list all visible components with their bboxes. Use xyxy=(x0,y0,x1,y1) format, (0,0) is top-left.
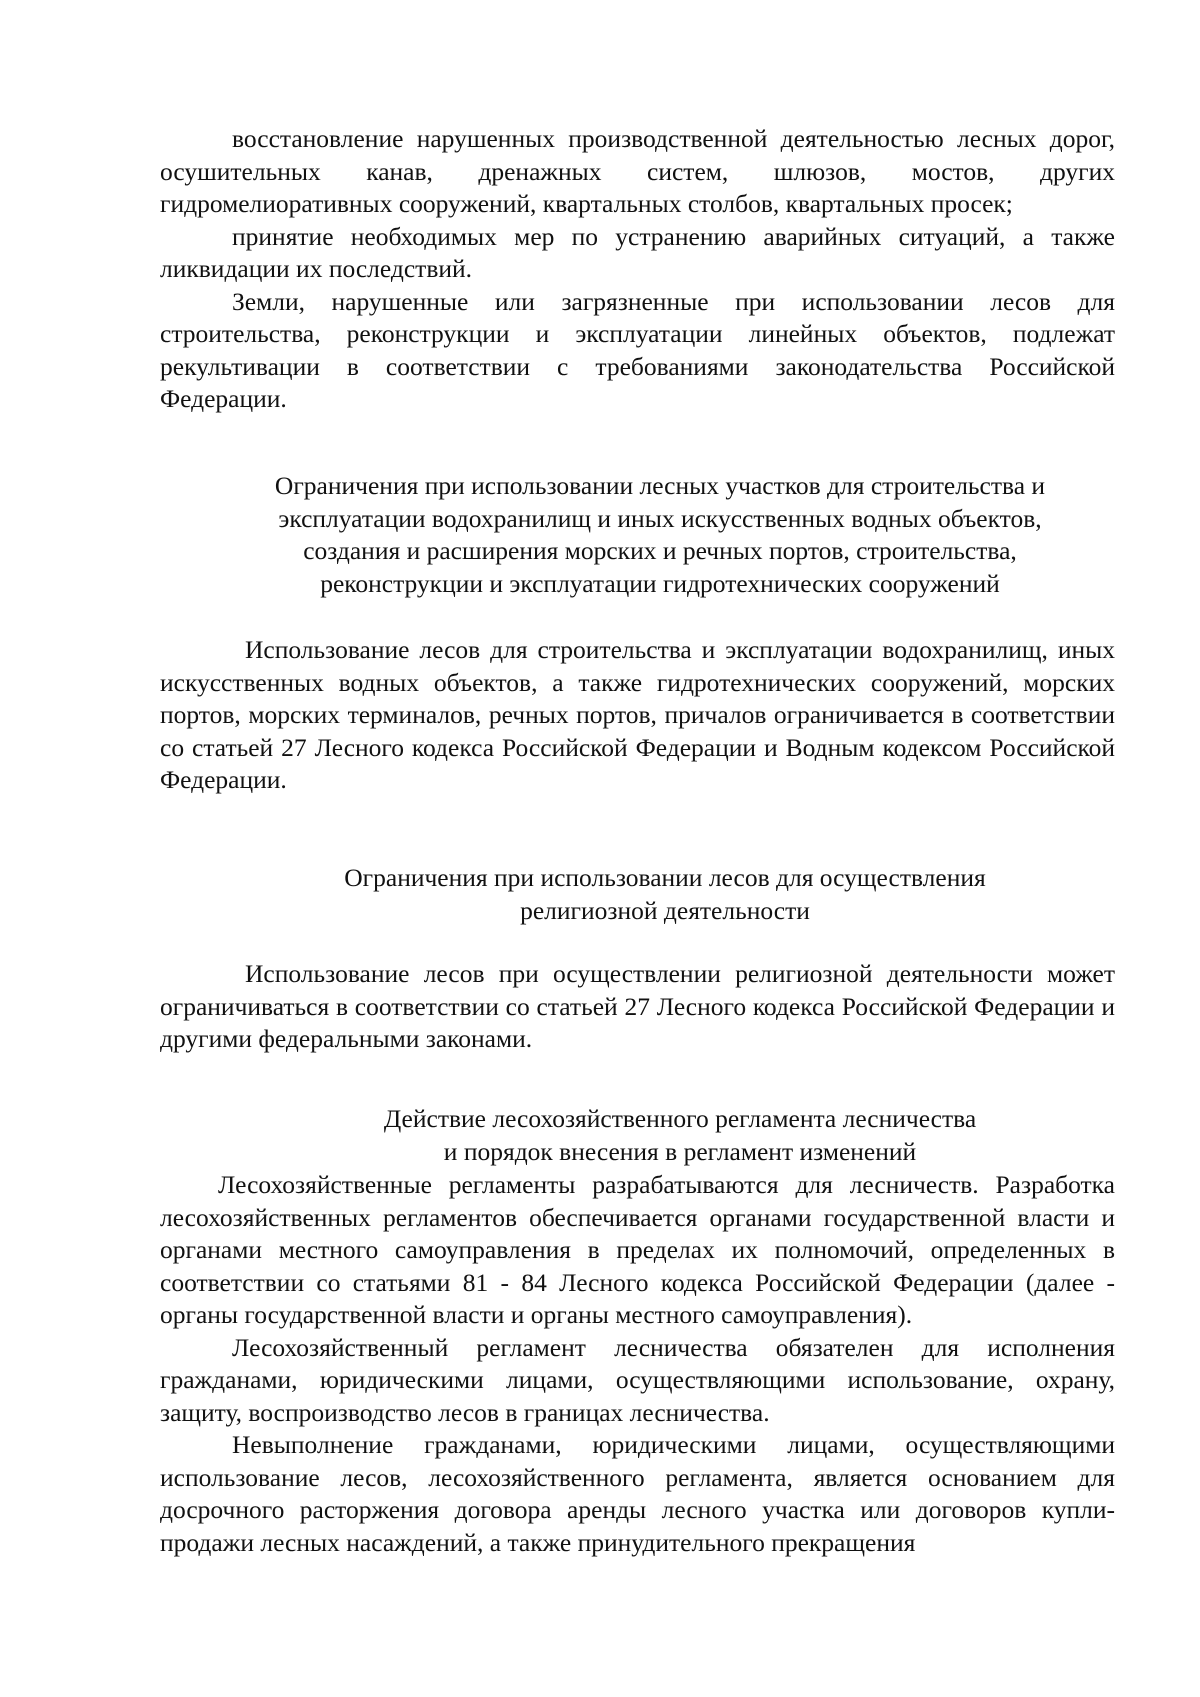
heading-line: создания и расширения морских и речных портов, строительства, xyxy=(303,536,1017,565)
heading-line: религиозной деятельности xyxy=(520,895,810,925)
paragraph: Лесохозяйственный регламент лесничества обязателен для исполнения гражданами, юридическими лицами, осуществляющими использование, охрану, защиту, воспроизводство лесов в границах лесничества. xyxy=(160,1332,1115,1427)
paragraph: Невыполнение гражданами, юридическими лицами, осуществляющими использование лесов, лесохозяйственного регламента, является основанием для досрочного расторжения договора аренды лесного участка или договоров купли-продажи лесных насаждений, а также принудительного прекращения xyxy=(160,1430,1115,1557)
heading-line: реконструкции и эксплуатации гидротехнических сооружений xyxy=(320,568,1000,598)
heading-line: и порядок внесения в регламент изменений xyxy=(443,1136,917,1166)
heading-line: Ограничения при использовании лесных участков для строительства и xyxy=(274,471,1046,500)
text-block-religious xyxy=(160,958,1115,1056)
text-block-reservoirs xyxy=(160,634,1115,797)
section-heading-religious xyxy=(285,862,1045,927)
paragraph: восстановление нарушенных производственной деятельностью лесных дорог, осушительных канав, дренажных систем, шлюзов, мостов, других гидромелиоративных сооружений, квартальных столбов, квартальных просек; xyxy=(160,124,1115,218)
paragraph: Лесохозяйственные регламенты разрабатываются для лесничеств. Разработка лесохозяйственных регламентов обеспечивается органами государственной власти и органами местного самоуправления в пределах их полномочий, определенных в соответствии со статьями 81 - 84 Лесного кодекса Российской Федерации (далее - органы государственной власти и органы местного самоуправления). xyxy=(160,1170,1115,1329)
text-block-regulation xyxy=(160,1169,1115,1559)
paragraph: Использование лесов при осуществлении религиозной деятельности может ограничиваться в соответствии со статьей 27 Лесного кодекса Российской Федерации и другими федеральными законами. xyxy=(160,959,1115,1053)
heading-line: эксплуатации водохранилищ и иных искусственных водных объектов, xyxy=(278,503,1042,533)
paragraph: Земли, нарушенные или загрязненные при использовании лесов для строительства, реконструкции и эксплуатации линейных объектов, подлежат рекультивации в соответствии с требованиями законодательства Российской Федерации. xyxy=(160,286,1115,413)
section-heading-regulation xyxy=(330,1103,1030,1168)
heading-line: Действие лесохозяйственного регламента лесничества xyxy=(383,1104,977,1133)
paragraph: Использование лесов для строительства и эксплуатации водохранилищ, иных искусственных водных объектов, а также гидротехнических сооружений, морских портов, морских терминалов, речных портов, причалов ограничивается в соответствии со статьей 27 Лесного кодекса Российской Федерации и Водным кодексом Российской Федерации. xyxy=(160,635,1115,794)
paragraph: принятие необходимых мер по устранению аварийных ситуаций, а также ликвидации их последствий. xyxy=(160,221,1115,283)
text-block-restoration xyxy=(160,123,1115,416)
heading-line: Ограничения при использовании лесов для осуществления xyxy=(344,863,986,892)
section-heading-reservoirs xyxy=(190,470,1130,600)
